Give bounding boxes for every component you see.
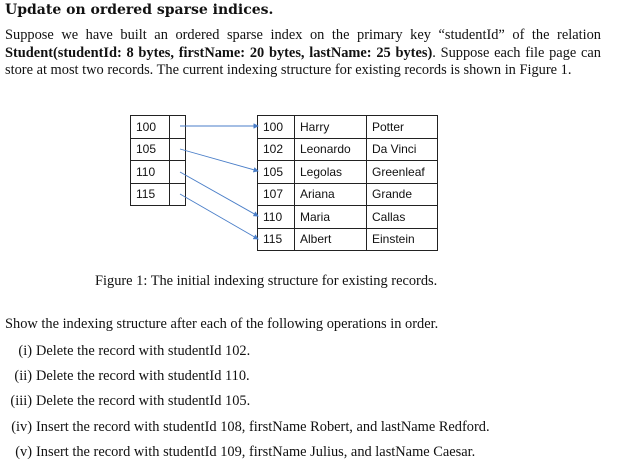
operation-text: Delete the record with studentId 105. bbox=[36, 393, 251, 410]
relation-schema: Student(studentId: 8 bytes, firstName: 20 bytes, lastName: 25 bytes) bbox=[5, 44, 433, 61]
index-key: 110 bbox=[131, 161, 170, 184]
intro-text-2: . Suppose each file page can store at most two records. The current indexing structure for existing records is shown in Figure 1. bbox=[5, 44, 601, 78]
record-first-name: Maria bbox=[295, 206, 367, 229]
operation-item bbox=[5, 418, 490, 443]
operation-item bbox=[5, 342, 490, 367]
operation-number: (iv) bbox=[11, 418, 32, 435]
record-first-name: Leonardo bbox=[295, 138, 367, 161]
record-first-name: Legolas bbox=[295, 161, 367, 184]
record-last-name: Callas bbox=[367, 206, 438, 229]
record-first-name: Ariana bbox=[295, 183, 367, 206]
index-key: 115 bbox=[131, 183, 170, 206]
record-id: 110 bbox=[258, 206, 295, 229]
operation-number: (v) bbox=[15, 443, 32, 460]
operation-number: (ii) bbox=[14, 368, 32, 385]
page-title: Update on ordered sparse indices. bbox=[5, 2, 274, 18]
operation-item bbox=[5, 367, 490, 392]
record-first-name: Albert bbox=[295, 228, 367, 251]
pointer-arrow bbox=[180, 149, 258, 171]
pointer-arrow bbox=[180, 194, 258, 239]
record-id: 115 bbox=[258, 228, 295, 251]
operation-item bbox=[5, 443, 490, 468]
record-last-name: Grande bbox=[367, 183, 438, 206]
operation-number: (iii) bbox=[10, 393, 32, 410]
record-id: 102 bbox=[258, 138, 295, 161]
record-last-name: Einstein bbox=[367, 228, 438, 251]
record-id: 100 bbox=[258, 116, 295, 139]
operations-list bbox=[5, 342, 490, 468]
operation-text: Insert the record with studentId 108, firstName Robert, and lastName Redford. bbox=[36, 418, 490, 435]
intro-text-1: Suppose we have built an ordered sparse index on the primary key “studentId” of the relation bbox=[5, 27, 601, 43]
index-key: 100 bbox=[131, 116, 170, 139]
operations-intro: Show the indexing structure after each of the following operations in order. bbox=[5, 316, 439, 332]
pointer-arrow bbox=[180, 172, 258, 216]
operation-item bbox=[5, 392, 490, 417]
record-id: 107 bbox=[258, 183, 295, 206]
index-key: 105 bbox=[131, 138, 170, 161]
record-first-name: Harry bbox=[295, 116, 367, 139]
record-last-name: Potter bbox=[367, 116, 438, 139]
record-last-name: Da Vinci bbox=[367, 138, 438, 161]
record-id: 105 bbox=[258, 161, 295, 184]
operation-text: Delete the record with studentId 110. bbox=[36, 368, 250, 385]
record-last-name: Greenleaf bbox=[367, 161, 438, 184]
operation-number: (i) bbox=[18, 343, 32, 359]
operation-text: Insert the record with studentId 109, firstName Julius, and lastName Caesar. bbox=[36, 443, 476, 460]
operation-text: Delete the record with studentId 102. bbox=[36, 343, 251, 359]
figure-caption: Figure 1: The initial indexing structure for existing records. bbox=[95, 273, 438, 289]
